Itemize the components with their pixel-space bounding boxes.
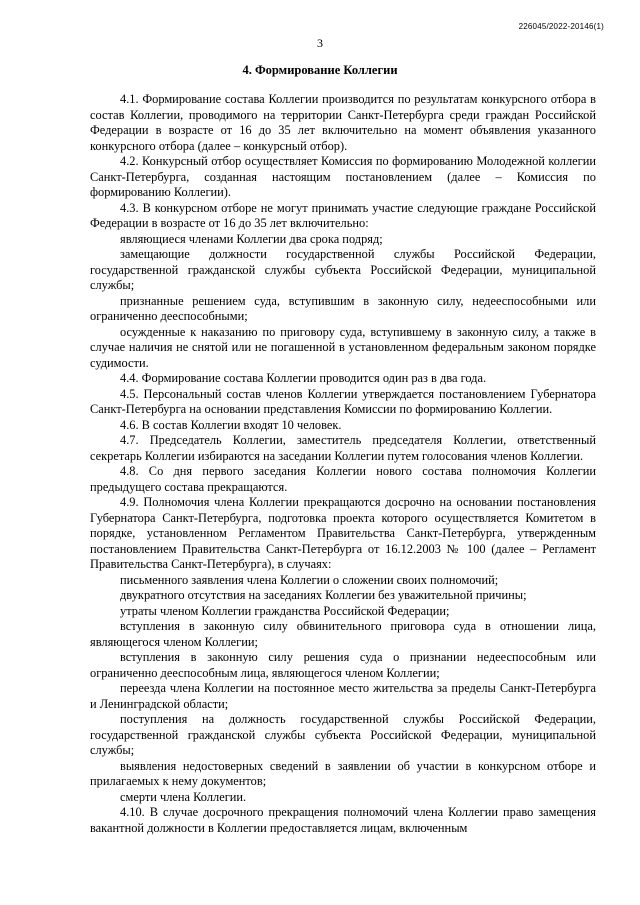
paragraph: смерти члена Коллегии.: [120, 789, 247, 804]
paragraph: 4.2. Конкурсный отбор осуществляет Комиссия по формированию Молодежной коллегии Санкт-Петербурга, созданная настоящим постановлением (далее – Комиссия по формированию Коллегии).: [90, 154, 596, 199]
paragraph: осужденные к наказанию по приговору суда, вступившему в законную силу, а также в случае наличия не снятой или не погашенной в установленном федеральным законом порядке судимости.: [90, 324, 596, 370]
page-number: 3: [317, 36, 323, 50]
paragraph: переезда члена Коллегии на постоянное место жительства за пределы Санкт-Петербурга и Ленинградской области;: [90, 681, 596, 711]
paragraph: 4.9. Полномочия члена Коллегии прекращаются досрочно на основании постановления Губернатора Санкт-Петербурга, подготовка проекта которого осуществляется Комитетом в порядке, установленном Регламентом Правительства Санкт-Петербурга, утвержденным постановлением Правительства Санкт-Петербурга от 16.12.2003 № 100 (далее – Регламент Правительства Санкт-Петербурга), в случаях:: [90, 495, 596, 571]
paragraph: 4.3. В конкурсном отборе не могут принимать участие следующие граждане Российской Федерации в возрасте от 16 до 35 лет включительно:: [90, 200, 596, 230]
paragraph: 4.7. Председатель Коллегии, заместитель председателя Коллегии, ответственный секретарь Коллегии избираются на заседании Коллегии путем голосования членов Коллегии.: [90, 433, 596, 463]
paragraph: выявления недостоверных сведений в заявлении об участии в конкурсном отборе и прилагаемых к нему документов;: [90, 758, 596, 788]
paragraph: вступления в законную силу решения суда о признании недееспособным или ограниченно дееспособным лица, являющегося членом Коллегии;: [90, 650, 596, 680]
document-id-stamp: 226045/2022-20146(1): [518, 22, 604, 31]
paragraph: вступления в законную силу обвинительного приговора суда в отношении лица, являющегося членом Коллегии;: [90, 619, 596, 649]
paragraph: признанные решением суда, вступившим в законную силу, недееспособными или ограниченно дееспособными;: [90, 293, 596, 323]
paragraph: письменного заявления члена Коллегии о сложении своих полномочий;: [120, 572, 499, 587]
paragraph: замещающие должности государственной службы Российской Федерации, государственной гражданской службы субъекта Российской Федерации, муниципальной службы;: [90, 247, 596, 292]
paragraph: 4.1. Формирование состава Коллегии производится по результатам конкурсного отбора в состав Коллегии, проводимого на территории Санкт-Петербурга среди граждан Российской Федерации в возрасте от 16 до 35 лет включительно на момент объявления указанного конкурсного отбора (далее – конкурсный отбор).: [90, 92, 596, 153]
paragraph: 4.6. В состав Коллегии входят 10 человек.: [120, 417, 342, 432]
paragraph: утраты членом Коллегии гражданства Российской Федерации;: [120, 603, 450, 618]
document-body: [90, 92, 596, 836]
paragraph: 4.10. В случае досрочного прекращения полномочий члена Коллегии право замещения вакантной должности в Коллегии предоставляется лицам, включенным: [90, 805, 596, 835]
paragraph: двукратного отсутствия на заседаниях Коллегии без уважительной причины;: [120, 588, 527, 602]
paragraph: являющиеся членами Коллегии два срока подряд;: [120, 231, 383, 246]
paragraph: 4.4. Формирование состава Коллегии проводится один раз в два года.: [120, 371, 487, 385]
section-title: 4. Формирование Коллегии: [242, 63, 398, 77]
paragraph: поступления на должность государственной службы Российской Федерации, государственной гражданской службы субъекта Российской Федерации, муниципальной службы;: [90, 712, 596, 757]
paragraph: 4.5. Персональный состав членов Коллегии утверждается постановлением Губернатора Санкт-Петербурга на основании представления Комиссии по формированию Коллегии.: [90, 386, 596, 416]
paragraph: 4.8. Со дня первого заседания Коллегии нового состава полномочия Коллегии предыдущего состава прекращаются.: [90, 464, 596, 494]
